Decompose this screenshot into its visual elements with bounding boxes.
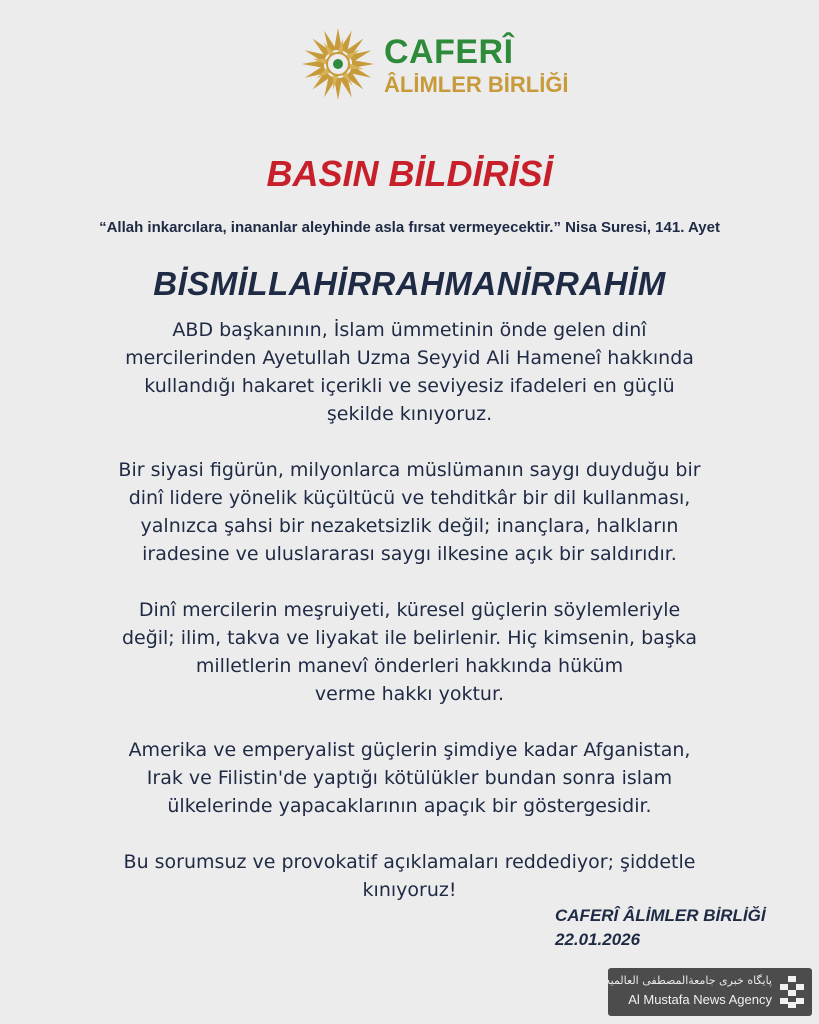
text-line: Dinî mercilerin meşruiyeti, küresel güçlerin söylemleriyle bbox=[138, 599, 681, 621]
text-line: verme hakkı yoktur. bbox=[314, 683, 505, 705]
text-line: iradesine ve uluslararası saygı ilkesine açık bir saldırıdır. bbox=[142, 543, 677, 565]
text-line: ülkelerinde yapacaklarının apaçık bir göstergesidir. bbox=[167, 795, 652, 817]
text-line: Amerika ve emperyalist güçlerin şimdiye kadar Afganistan, bbox=[128, 739, 691, 761]
logo-title: CAFERÎ bbox=[384, 33, 514, 71]
news-agency-watermark bbox=[604, 968, 812, 1016]
signature-date: 22.01.2026 bbox=[555, 930, 641, 949]
paragraph bbox=[40, 316, 779, 428]
basmala-heading: BİSMİLLAHİRRAHMANİRRAHİM bbox=[153, 265, 666, 302]
watermark-english-text: Al Mustafa News Agency bbox=[628, 992, 772, 1007]
text-line: mercilerinden Ayetullah Uzma Seyyid Ali Hameneî hakkında bbox=[125, 347, 694, 369]
text-line: dinî lidere yönelik küçültücü ve tehditkâr bir dil kullanması, bbox=[128, 487, 691, 509]
text-line: ABD başkanının, İslam ümmetinin önde gelen dinî bbox=[172, 319, 647, 341]
signature-organization: CAFERÎ ÂLİMLER BİRLİĞİ bbox=[555, 906, 766, 925]
signature-block bbox=[555, 904, 766, 952]
paragraph bbox=[40, 456, 779, 568]
paragraph bbox=[40, 596, 779, 708]
logo-subtitle: ÂLİMLER BİRLİĞİ bbox=[384, 72, 569, 97]
watermark-arabic-text: پایگاه خبری جامعةالمصطفی العالمیه bbox=[604, 974, 772, 987]
al-mustafa-logo-icon bbox=[778, 976, 806, 1008]
text-line: milletlerin manevî önderleri hakkında hüküm bbox=[195, 655, 624, 677]
text-line: değil; ilim, takva ve liyakat ile belirlenir. Hiç kimsenin, başka bbox=[121, 627, 698, 649]
verse-quote: “Allah inkarcılara, inananlar aleyhinde asla fırsat vermeyecektir.” Nisa Suresi, 141. Ayet bbox=[99, 219, 720, 236]
text-line: Irak ve Filistin'de yaptığı kötülükler bundan sonra islam bbox=[146, 767, 673, 789]
paragraph bbox=[40, 736, 779, 820]
text-line: kullandığı hakaret içerikli ve seviyesiz ifadeleri en güçlü bbox=[144, 375, 675, 397]
text-line: Bir siyasi figürün, milyonlarca müslümanın saygı duyduğu bir bbox=[118, 459, 701, 481]
page-title: BASIN BİLDİRİSİ bbox=[266, 153, 553, 194]
text-line: kınıyoruz! bbox=[362, 879, 457, 901]
text-line: Bu sorumsuz ve provokatif açıklamaları reddediyor; şiddetle bbox=[123, 851, 696, 873]
paragraph bbox=[40, 848, 779, 904]
sunburst-emblem-icon bbox=[300, 26, 376, 102]
organization-logo bbox=[300, 26, 569, 106]
statement-body bbox=[40, 316, 779, 932]
text-line: yalnızca şahsi bir nezaketsizlik değil; inançlara, halkların bbox=[140, 515, 679, 537]
text-line: şekilde kınıyoruz. bbox=[326, 403, 493, 425]
